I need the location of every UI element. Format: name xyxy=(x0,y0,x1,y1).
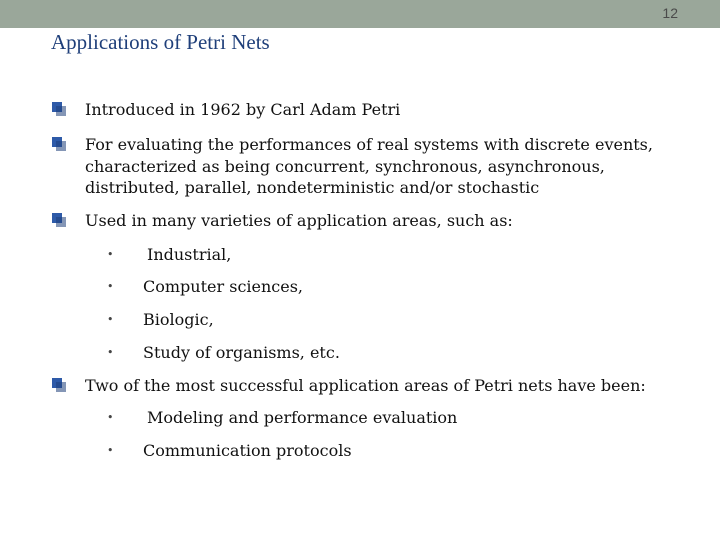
q-box-icon xyxy=(52,102,66,116)
bullet-item xyxy=(52,375,672,397)
slide-number: 12 xyxy=(662,5,678,21)
slide-title: Applications of Petri Nets xyxy=(51,30,270,54)
bullet-item xyxy=(52,210,672,232)
dot-icon: • xyxy=(107,248,114,261)
dot-icon: • xyxy=(107,444,114,457)
bullet-text: Two of the most successful application areas of Petri nets have been: xyxy=(85,376,646,395)
dot-icon: • xyxy=(107,346,114,359)
sub-item-text: Industrial, xyxy=(147,245,232,264)
bullet-text: Introduced in 1962 by Carl Adam Petri xyxy=(85,100,401,119)
sub-item-text: Biologic, xyxy=(143,310,214,329)
dot-icon: • xyxy=(107,313,114,326)
sub-item-text: Study of organisms, etc. xyxy=(143,343,340,362)
q-box-icon xyxy=(52,137,66,151)
dot-icon: • xyxy=(107,280,114,293)
bullet-text: Used in many varieties of application areas, such as: xyxy=(85,211,513,230)
bullet-item xyxy=(52,99,672,121)
bullet-item xyxy=(52,134,672,199)
dot-icon: • xyxy=(107,411,114,424)
bullet-text: For evaluating the performances of real systems with discrete events, characterized as being concurrent, synchronous, asynchronous, distributed, parallel, nondeterministic and/or stochastic xyxy=(85,135,653,197)
sub-item-text: Communication protocols xyxy=(143,441,352,460)
top-bar xyxy=(0,0,720,28)
q-box-icon xyxy=(52,378,66,392)
sub-item-text: Computer sciences, xyxy=(143,277,304,296)
sub-item-text: Modeling and performance evaluation xyxy=(147,408,458,427)
q-box-icon xyxy=(52,213,66,227)
